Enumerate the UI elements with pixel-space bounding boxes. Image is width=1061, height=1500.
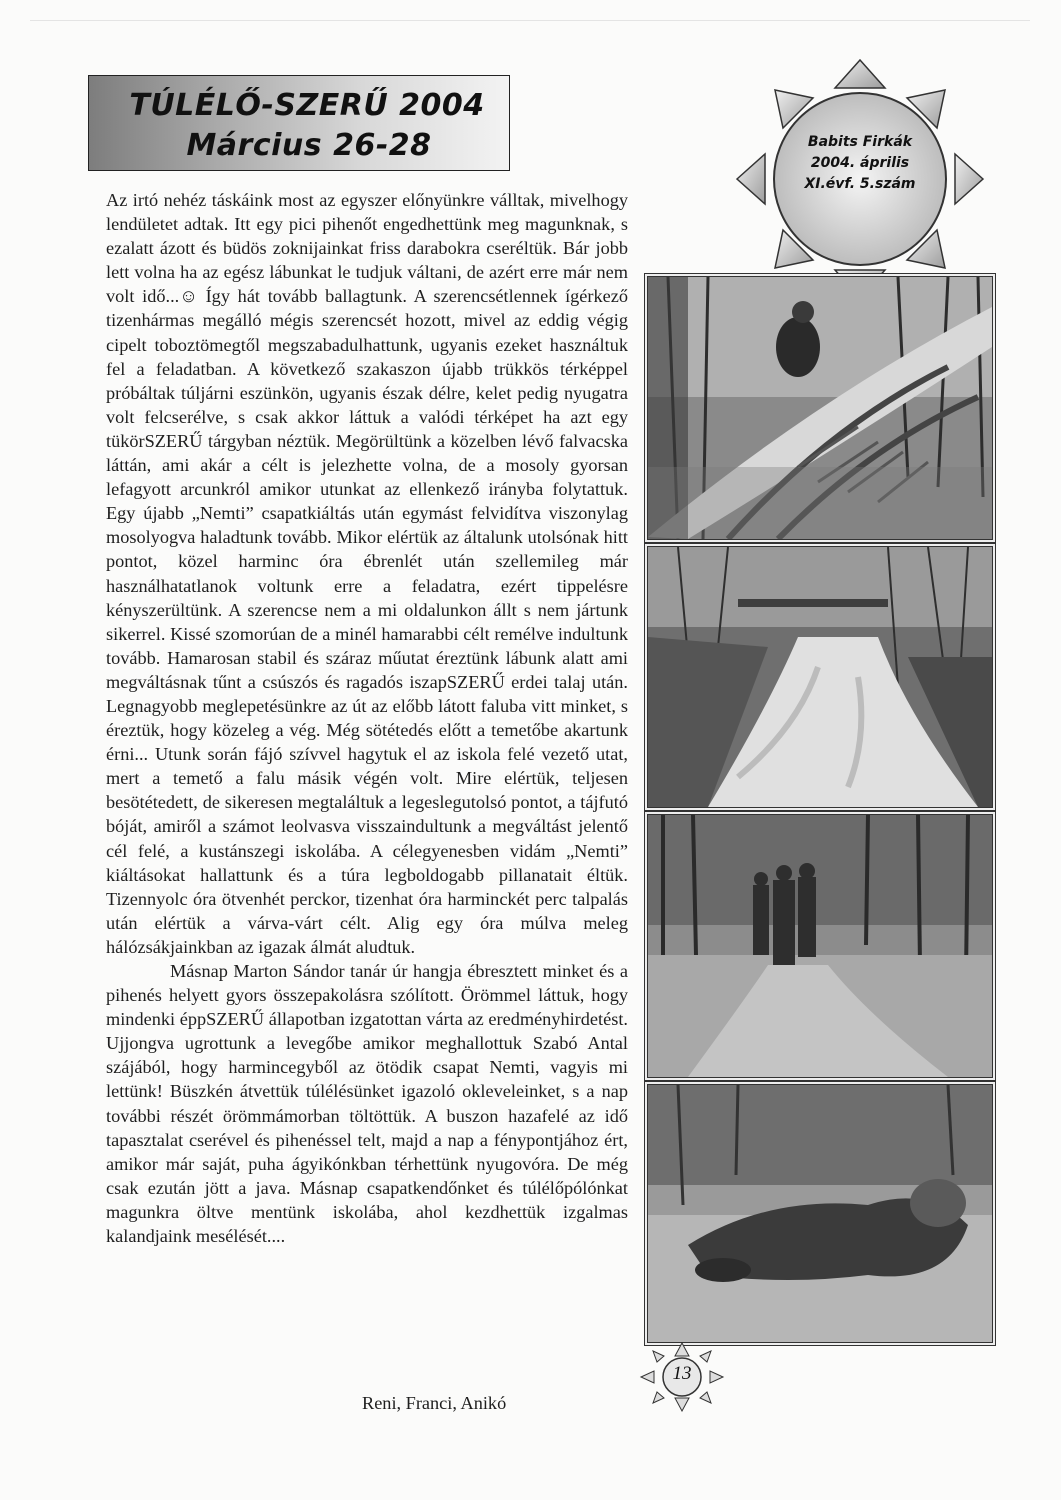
photo-bridge	[644, 273, 996, 543]
photo-hikers-image	[648, 815, 992, 1077]
article-date: Március 26-28	[186, 128, 432, 163]
top-rule	[30, 20, 1030, 21]
article-title-box	[88, 75, 510, 171]
photo-resting-hiker	[644, 1081, 996, 1346]
photo-bridge-image	[648, 277, 992, 539]
article-paragraph-1: Az irtó nehéz táskáink most az egyszer előnyünkre válltak, mivelhogy lendületet adtak. Itt egy pici pihenőt engedhettünk meg magunknak, s ezalatt ázott és büdös zoknijainkat friss darabokra cseréltük. Bár jobb lett volna ha az egész lábunkat le tudjuk váltani, de azért erre már nem volt idő...☺ Így hát tovább ballagtunk. A szerencsétlennek ígérkező tizenhármas megálló mégis szerencsét hozott, mivel az eddig végig cipelt toboztömegtől megszabadulhattunk, ugyanis ezeket használtuk fel a feladatban. A következő szakaszon újabb trükkös térképpel próbáltak túljárni eszünkön, ugyanis észak délre, kelet pedig nyugatra volt felcserélve, s csak akkor láttuk a valódi térképet ha azt egy tükörSZERŰ tárgyban néztük. Megörültünk a közelben lévő falvacska láttán, ami akár a célt is jelezhette volna, de a mosoly gyorsan lefagyott arcunkról amikor utunkat az ellenkező irányba folytattuk. Egy újabb „Nemti” csapatkiáltás után egymást felvidítva viszonylag mosolyogva haladtunk tovább. Mikor elértük az általunk utolsónak hitt pontot, közel harminc óra ébrenlét után szellemileg már használhatatlanok voltunk erre a feladatra, ezért tippelésre kényszerültünk. A szerencse nem a mi oldalunkon állt s nem jártunk sikerrel. Kissé szomorúan de a minél hamarabbi célt remélve indultunk tovább. Hamarosan stabil és száraz műutat éreztünk lábunk alatt ami megváltásnak tűnt a csúszós és ragadós iszapSZERŰ erdei talaj után. Legnagyobb meglepetésünkre az út az előbb látott faluba vitt minket, s éreztük, hogy közeleg a vég. Még sötétedés előtt a temetőbe akartunk érni... Utunk során fájó szívvel hagytuk el az iskola felé vezető utat, mert a temető a falu másik végén volt. Mire elértük, teljesen besötétedett, de sikeresen megtaláltuk a legeslegutolsó pontot, a tájfutó bóját, amiről a számot leolvasva visszaindultunk a megváltást jelentő cél felé, a kustánszegi iskolába. A célegyenesben vidám „Nemti” kiáltásokat hallattunk és a túra legboldogabb pillanatait éltük. Tizennyolc óra ötvenhét perckor, tizenhat óra harminckét perc talpalás után elértük a várva-várt célt. Alig egy óra múlva meleg hálózsákjainkban az igazak álmát aludtuk.	[106, 190, 628, 957]
article-title: TÚLÉLŐ-SZERŰ 2004	[129, 88, 485, 123]
photo-hikers	[644, 811, 996, 1081]
article-signature: Reni, Franci, Anikó	[362, 1393, 507, 1413]
article-paragraph-2: Másnap Marton Sándor tanár úr hangja ébresztett minket és a pihenés helyett gyors összepakolásra szólított. Örömmel láttuk, hogy mindenki éppSZERŰ állapotban izgatottan várta az eredményhirdetést. Ujjongva ugrottunk a levegőbe amikor meghallottuk Szabó Antal szájából, hogy harmincegyből az ötödik csapat Nemti, vagyis mi lettünk! Büszkén átvettük túlélésünket igazoló okleveleinket, s a nap további részét örömmámorban töltöttük. A buszon hazafelé az idő tapasztalat cserével és pihenéssel telt, majd a nap a fénypontjához ért, amikor már saját, puha ágyikónkban térhettünk nyugovóra. De még csak ezután jött a java. Másnap csapatkendőnket és túlélőpólónkat magunkra öltve mentünk iskolába, ahol kezdhettük izgalmas kalandjaink mesélését....	[106, 961, 628, 1247]
page-number: 13	[672, 1363, 692, 1384]
photo-resting-hiker-image	[648, 1085, 992, 1342]
photo-stream	[644, 543, 996, 811]
issue-badge-line-2: 2004. április	[810, 155, 910, 171]
issue-badge-line-1: Babits Firkák	[807, 134, 913, 150]
issue-badge-line-3: XI.évf. 5.szám	[804, 176, 916, 192]
photo-stream-image	[648, 547, 992, 807]
issue-badge-text	[785, 132, 935, 195]
article-body	[106, 188, 628, 1248]
